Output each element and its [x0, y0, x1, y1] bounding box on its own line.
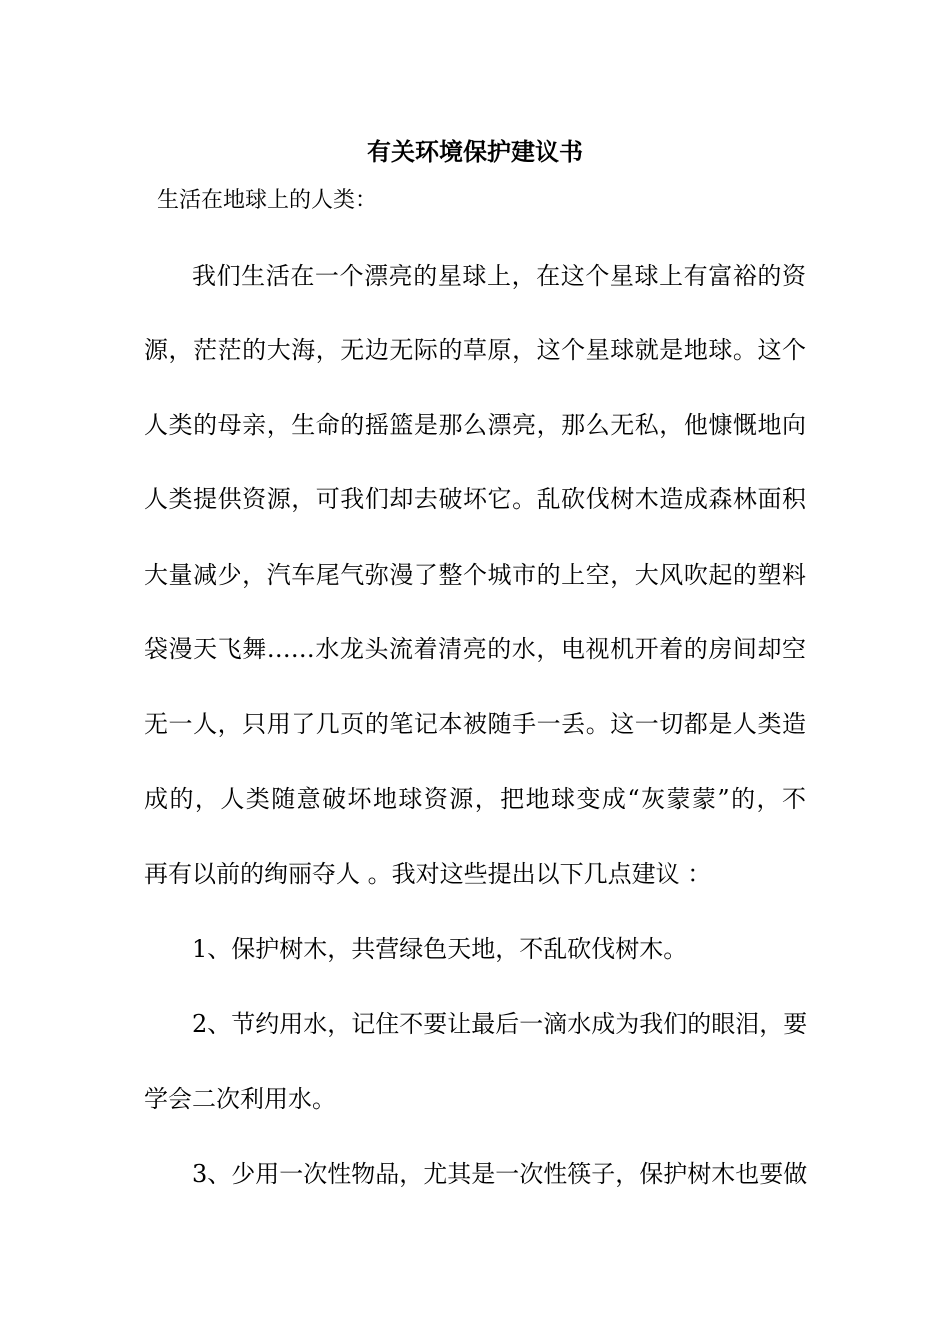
paragraph-line: 无一人，只用了几页的笔记本被随手一丢。这一切都是人类造	[144, 710, 806, 738]
paragraph-line: 人类的母亲，生命的摇篮是那么漂亮，那么无私，他慷慨地向	[144, 411, 806, 439]
salutation: 生活在地球上的人类：	[157, 188, 378, 213]
paragraph-line: 源，茫茫的大海，无边无际的草原，这个星球就是地球。这个	[144, 336, 806, 364]
paragraph-line: 人类提供资源，可我们却去破坏它。乱砍伐树木造成森林面积	[144, 485, 806, 513]
paragraph-line: 我们生活在一个漂亮的星球上，在这个星球上有富裕的资	[192, 262, 806, 290]
list-item-continuation: 学会二次利用水。	[144, 1085, 336, 1113]
paragraph-line: 成的，人类随意破坏地球资源，把地球变成“灰蒙蒙”的，不	[144, 785, 806, 813]
list-item: 1、保护树木，共营绿色天地，不乱砍伐树木。	[192, 935, 688, 963]
paragraph-line: 大量减少，汽车尾气弥漫了整个城市的上空，大风吹起的塑料	[144, 561, 806, 589]
paragraph-line: 袋漫天飞舞……水龙头流着清亮的水，电视机开着的房间却空	[144, 635, 806, 663]
list-item: 2、节约用水，记住不要让最后一滴水成为我们的眼泪，要	[192, 1010, 808, 1038]
document-title: 有关环境保护建议书	[367, 137, 583, 166]
paragraph-line: 再有以前的绚丽夺人 。我对这些提出以下几点建议 ：	[144, 860, 712, 888]
list-item: 3、少用一次性物品，尤其是一次性筷子，保护树木也要做	[192, 1160, 808, 1188]
